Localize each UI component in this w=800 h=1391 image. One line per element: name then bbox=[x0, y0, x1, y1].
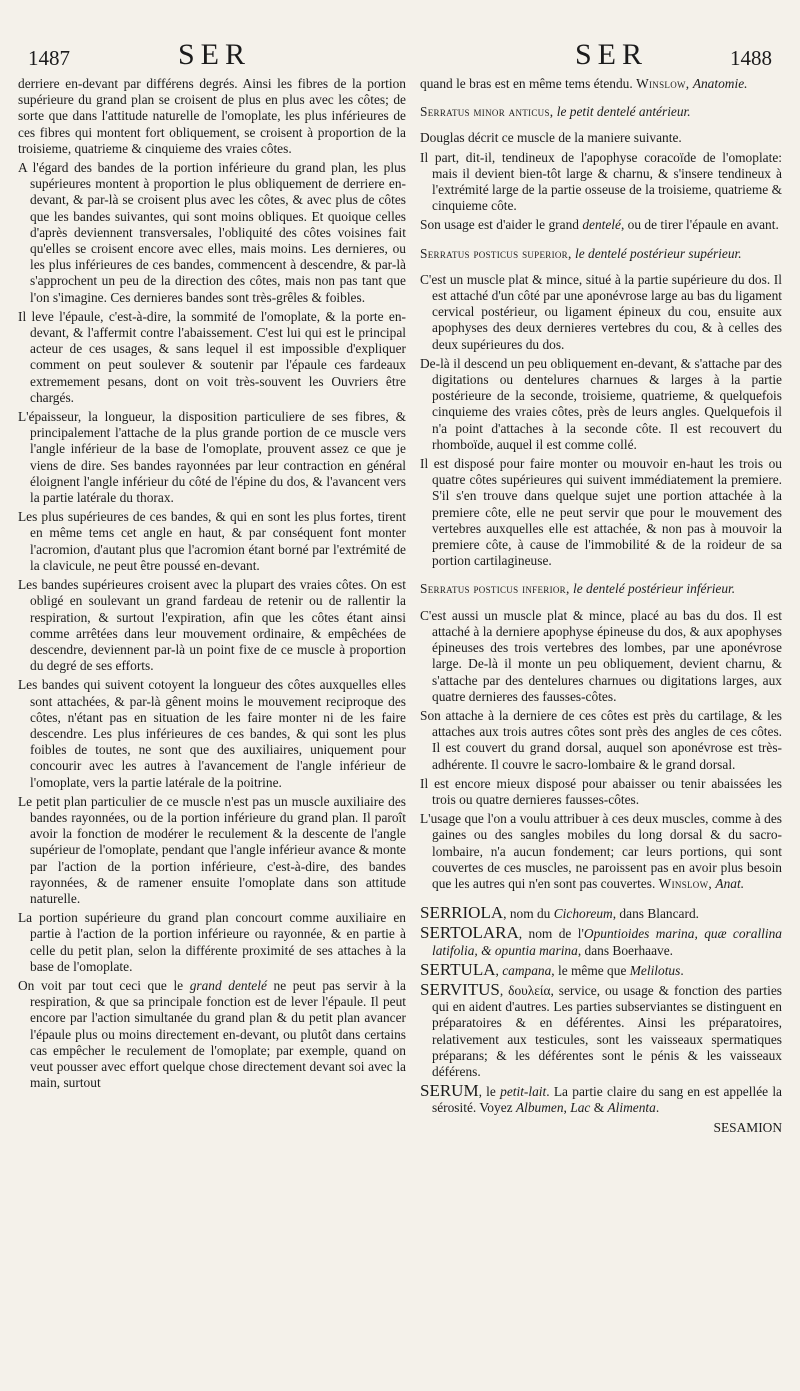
entry-heading-serratus-superior: Serratus posticus superior, le dentelé postérieur supérieur. bbox=[420, 245, 742, 261]
paragraph: Son attache à la derniere de ces côtes est près du cartilage, & les attaches aux trois autres côtes sont près des angles de ces côtes. Il est couvert du grand dorsal, auquel son aponévrose est très-adhérente. Il couvre le sacro-lombaire & le grand dorsal. bbox=[420, 707, 782, 772]
paragraph: Le petit plan particulier de ce muscle n'est pas un muscle auxiliaire des bandes rayonnées, ou de la portion inférieure du grand plan. Il paroît avoir la fonction de modérer le reculement & la descente de l'angle supérieur de l'omoplate, pendant que l'angle inférieur avance & monte par l'action de la portion inférieure, c'est-à-dire, des bandes rayonnées, & de ramener ensuite l'omoplate dans son attitude naturelle. bbox=[18, 793, 406, 906]
catchword: SESAMION bbox=[713, 1119, 782, 1135]
entry-sertula: SERTULA, campana, le même que Melilotus. bbox=[420, 959, 684, 979]
author-citation: Winslow, bbox=[636, 76, 690, 91]
right-page-number: 1488 bbox=[730, 46, 772, 70]
paragraph: A l'égard des bandes de la portion inférieure du grand plan, les plus supérieures montent à proportion le plus obliquement de derriere en-devant, & par-là se croisent plus avec les côtes, & avec plus de côtes que les bandes suivantes, qui sont moins obliques. Et quoique celles d'après deviennent transversales, l'obliquité des côtes voisines fait qu'elles se croisent encore avec elles, mais moins. Les dernieres, ou les plus inférieures de ces bandes, commencent à descendre, & par-là s'approchent un peu de la direction des côtes, mais non pas tant que l'on s'imagine. Ces dernieres bandes sont très-grêles & foibles. bbox=[18, 160, 406, 305]
paragraph: L'épaisseur, la longueur, la disposition particuliere de ses fibres, & principalement l'attache de la plus grande portion de ce muscle vers l'angle inférieur de la base de l'omoplate, prouvent assez ce que je viens de dire. Ses bandes rayonnées par leur contraction en général éloignent l'angle inférieur du côté de l'épine du dos, & l'avancent vers la partie latérale du thorax. bbox=[18, 409, 406, 506]
entry-heading-serratus-minor: Serratus minor anticus, le petit dentelé antérieur. bbox=[420, 104, 691, 120]
paragraph: De-là il descend un peu obliquement en-devant, & s'attache par des digitations ou dentelures charnues & larges à la partie postérieure de la seconde, troisieme, quatrieme, & quelquefois cinquieme des vraies côtes, près de leurs angles. Quelquefois il n'a point d'attaches à la seconde côte. Il est recouvert du rhomboïde, auquel il est comme collé. bbox=[420, 355, 782, 452]
paragraph: Il est encore mieux disposé pour abaisser ou tenir abaissées les trois ou quatre dernieres fausses-côtes. bbox=[420, 775, 782, 807]
paragraph: Douglas décrit ce muscle de la maniere suivante. bbox=[420, 130, 682, 146]
paragraph: Il leve l'épaule, c'est-à-dire, la sommité de l'omoplate, & la porte en-devant, & l'affermit contre l'abaissement. C'est lui qui est le principal acteur de ces usages, & sans lequel il est impossible d'expliquer comment on peut soulever & soutenir par l'épaule ces fardeaux extremement pesans, dont on voit très-souvent les Ouvriers être chargés. bbox=[18, 308, 406, 405]
entry-serriola: SERRIOLA, nom du Cichoreum, dans Blancard. bbox=[420, 903, 700, 923]
paragraph: Il est disposé pour faire monter ou mouvoir en-haut les trois ou quatre côtes supérieures qui suivent immédiatement la premiere. S'il s'en trouve dans quelque sujet une portion attachée à la premiere côte, elle ne peut servir que pour le mouvement des vertebres auxquelles elle est attachée, & non pas à mouvoir la premiere côte, à cause de l'immobilité & de la roideur de sa portion cartilagineuse. bbox=[420, 456, 782, 569]
paragraph: Il part, dit-il, tendineux de l'apophyse coracoïde de l'omoplate: mais il devient bien-tôt large & charnu, & s'insere tendineux à l'extrémité large de la partie osseuse de la troisieme, quatrieme & cinquieme côte. bbox=[420, 149, 782, 214]
left-column bbox=[18, 76, 406, 1094]
author-citation: Winslow, bbox=[658, 875, 713, 891]
right-running-title: SER bbox=[575, 38, 649, 71]
paragraph: quand le bras est en même tems étendu. Winslow, Anatomie. bbox=[420, 76, 748, 91]
entry-serum: SERUM, le petit-lait. La partie claire du sang en est appellée la sérosité. Voyez Albumen, Lac & Alimenta. bbox=[420, 1081, 782, 1116]
entry-servitus: SERVITUS, δουλεία, service, ou usage & fonction des parties qui en aident d'autres. Les parties subserviantes se distinguent en préparatoires & en déférentes. Ainsi les préparatoires, relativement aux testicules, sont les vaisseaux spermatiques préparans; & les déférentes sont le pénis & les vaisseaux déférens. bbox=[420, 979, 782, 1079]
paragraph: Les bandes supérieures croisent avec la plupart des vraies côtes. On est obligé en soulevant un grand fardeau de retenir ou de rallentir la respiration, & surtout l'expiration, afin que les côtes étant ainsi comme arrêtées dans leur mouvement ordinaire, & empêchées de descendre, deviennent par-là un point fixe de ce muscle à proportion du degré de ses efforts. bbox=[18, 577, 406, 674]
paragraph: Les plus supérieures de ces bandes, & qui en sont les plus fortes, tirent en même tems cet angle en haut, & par conséquent font monter l'acromion, d'autant plus que l'acromion étant borné par l'extrémité de la clavicule, ne peut être poussé en-devant. bbox=[18, 509, 406, 573]
entry-heading-serratus-inferior: Serratus posticus inferior, le dentelé postérieur inférieur. bbox=[420, 581, 736, 597]
paragraph: La portion supérieure du grand plan concourt comme auxiliaire en partie à l'action de la portion inférieure ou rayonnée, & en partie à celle du petit plan, selon la différente proximité de ses attaches à la base de l'omoplate. bbox=[18, 910, 406, 974]
paragraph: Son usage est d'aider le grand dentelé, ou de tirer l'épaule en avant. bbox=[420, 217, 779, 233]
right-column bbox=[420, 76, 782, 1136]
entry-sertolara: SERTOLARA, nom de l'Opuntioides marina, quæ corallina latifolia, & opuntia marina, dans Boerhaave. bbox=[420, 923, 782, 958]
paragraph: C'est aussi un muscle plat & mince, placé au bas du dos. Il est attaché à la derniere apophyse épineuse du dos, & aux apophyses épineuses des trois vertebres des lombes, par une aponévrose large. De-là il monte un peu obliquement, devient charnu, & s'attache par des dentelures charnues ou digitations larges, aux quatre dernieres des fausses-côtes. bbox=[420, 607, 782, 704]
paragraph: Les bandes qui suivent cotoyent la longueur des côtes auxquelles elles sont attachées, & par-là gênent moins le mouvement reciproque des côtes, n'étant pas en situation de les faire monter ni de les faire descendre. Les plus inférieures de ces bandes, & qui sont les plus foibles de toutes, ne sont que des auxiliaires, uniquement pour concourir avec les autres à l'avancement de l'angle inférieur de l'omoplate, vers la partie latérale de la poitrine. bbox=[18, 677, 406, 790]
paragraph: C'est un muscle plat & mince, situé à la partie supérieure du dos. Il est attaché d'un côté par une aponévrose large au bas du ligament cervical postérieur, ou ligament épineux du cou, ensuite aux apophyses des deux dernieres vertebres du cou, & à celles des deux supérieures du dos. bbox=[420, 271, 782, 352]
page-header bbox=[0, 38, 800, 80]
paragraph: On voit par tout ceci que le grand dentelé ne peut pas servir à la respiration, & que sa principale fonction est de lever l'épaule. Il peut encore par l'action simultanée du grand plan & du petit plan avancer l'épaule plus ou moins directement en-devant, ou plutôt dans certains cas empêcher le reculement de l'omoplate; par exemple, quand on veut pousser avec effort quelque chose directement devant soi avec la main, surtout bbox=[18, 977, 406, 1091]
paragraph: L'usage que l'on a voulu attribuer à ces deux muscles, comme à des gaines ou des sangles mobiles du long dorsal & du sacro-lombaire, n'a aucun fondement; car leurs portions, qui sont couvertes de ces muscles, ne paroissent pas en avoir plus besoin que les autres qui n'en sont pas couvertes. Winslow, Anat. bbox=[420, 811, 782, 891]
left-running-title: SER bbox=[178, 38, 252, 71]
paragraph: derriere en-devant par différens degrés. Ainsi les fibres de la portion supérieure du grand plan se croisent de plus en plus avec les côtes; de sorte que dans l'attitude naturelle de l'omoplate, les plus inférieures de ces fibres qui montent fort obliquement, se croisent à proportion de la troisieme, quatrieme & cinquieme des vraies côtes. bbox=[18, 76, 406, 156]
left-page-number: 1487 bbox=[28, 46, 70, 70]
